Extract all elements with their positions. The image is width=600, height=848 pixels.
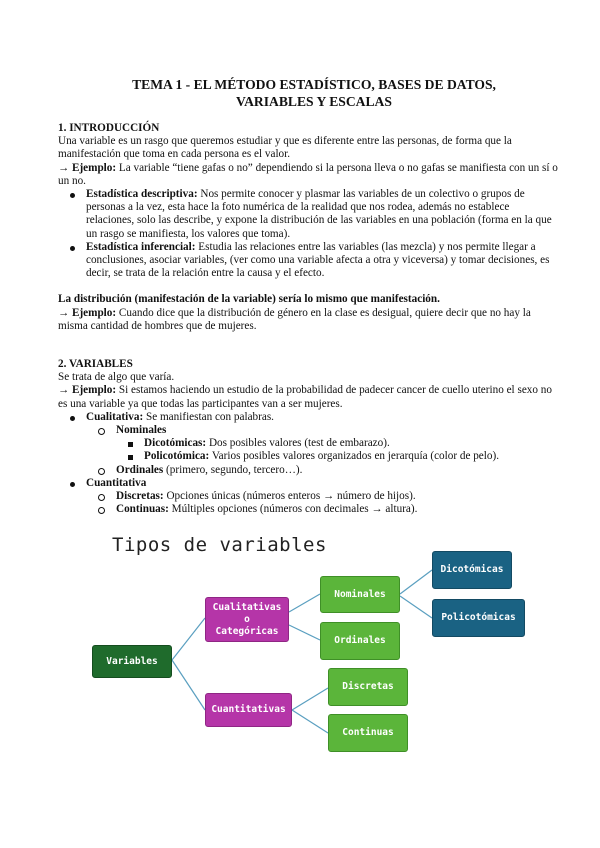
node-variables: Variables — [92, 645, 172, 678]
node-discretas: Discretas — [328, 668, 408, 706]
section-heading: 1. INTRODUCCIÓN — [58, 122, 160, 134]
note: La distribución (manifestación de la variable) sería lo mismo que manifestación. — [58, 293, 440, 306]
connector — [400, 570, 432, 594]
example: → Ejemplo: La variable “tiene gafas o no” dependiendo si la persona lleva o no gafas se manifiesta con un sí o un no. — [58, 161, 558, 187]
list-item: Discretas: Opciones únicas (números enteros → número de hijos). — [58, 490, 558, 503]
list-item: Continuas: Múltiples opciones (números con decimales → altura). — [58, 503, 558, 516]
connector — [172, 660, 205, 710]
node-dicotomicas: Dicotómicas — [432, 551, 512, 589]
connector — [289, 625, 320, 640]
list-item: Estadística descriptiva: Nos permite conocer y plasmar las variables de un colectivo o grupos de personas a la vez, esta hace la foto numérica de la realidad que nos rodea, además no establece relaciones, solo las describe, y expone la distribución de las variables en una población (forma en la que un rasgo se manifiesta, los valores que toma). — [58, 188, 558, 241]
list-item: Cualitativa: Se manifiestan con palabras. — [58, 411, 558, 424]
list-item: Dicotómicas: Dos posibles valores (test de embarazo). — [58, 437, 558, 450]
node-cuantitativas: Cuantitativas — [205, 693, 292, 727]
list-item: Nominales — [58, 424, 558, 437]
connector — [289, 594, 320, 612]
page-title: TEMA 1 - EL MÉTODO ESTADÍSTICO, BASES DE DATOS, VARIABLES Y ESCALAS — [132, 77, 496, 109]
list-item: Policotómica: Varios posibles valores organizados en jerarquía (color de pelo). — [58, 450, 558, 463]
node-policotomicas: Policotómicas — [432, 599, 525, 637]
list-item: Ordinales (primero, segundo, tercero…). — [58, 464, 558, 477]
diagram-title: Tipos de variables — [112, 534, 327, 556]
example: → Ejemplo: Si estamos haciendo un estudio de la probabilidad de padecer cancer de cuello uterino el sexo no es una variable ya que todas las participantes van a ser mujeres. — [58, 384, 552, 410]
list-item: Estadística inferencial: Estudia las relaciones entre las variables (las mezcla) y nos permite llegar a conclusiones, asociar variables, (ver como una variable afecta a otra y viceversa) y tomar decisiones, es decir, se trata de la relación entre la causa y el efecto. — [58, 241, 558, 281]
list-item: Cuantitativa — [58, 477, 558, 490]
connector — [172, 618, 205, 660]
node-ordinales: Ordinales — [320, 622, 400, 660]
paragraph: Una variable es un rasgo que queremos estudiar y que es diferente entre las personas, de forma que la manifestación que toma en cada persona es el valor. — [58, 135, 512, 161]
section-heading: 2. VARIABLES — [58, 358, 133, 370]
connector — [292, 688, 328, 710]
paragraph: Se trata de algo que varía. — [58, 371, 175, 384]
node-cualitativas: Cualitativas o Categóricas — [205, 597, 289, 642]
node-nominales: Nominales — [320, 576, 400, 613]
connector — [292, 710, 328, 733]
node-continuas: Continuas — [328, 714, 408, 752]
example: → Ejemplo: Cuando dice que la distribución de género en la clase es desigual, quiere decir que no hay la misma cantidad de hombres que de mujeres. — [58, 306, 531, 332]
connector — [400, 596, 432, 618]
